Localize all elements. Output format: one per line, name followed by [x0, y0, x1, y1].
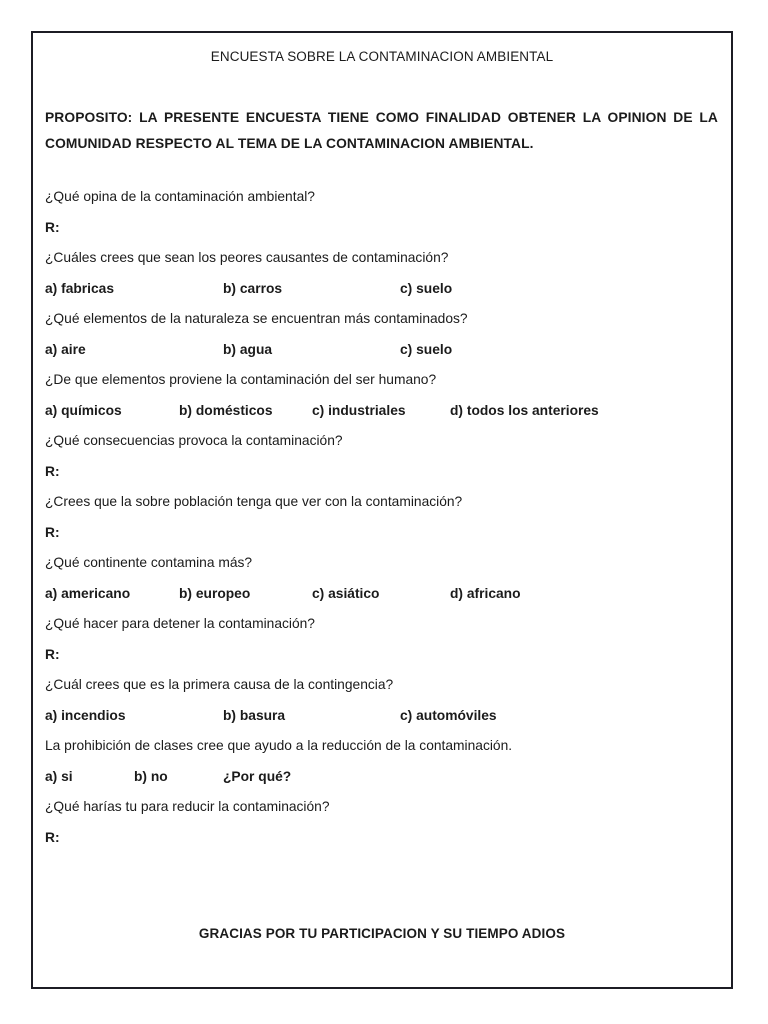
option-label: c) suelo — [400, 280, 453, 296]
options-row — [45, 705, 718, 736]
option-label: b) carros — [223, 280, 283, 296]
option-label: c) industriales — [312, 402, 406, 418]
option-label: b) no — [134, 768, 168, 784]
options-row — [45, 766, 718, 797]
option-label: c) suelo — [400, 341, 453, 357]
answer-label: R: — [45, 463, 60, 479]
answer-label: R: — [45, 829, 60, 845]
option-label: b) basura — [223, 707, 286, 723]
option-label: c) asiático — [312, 585, 380, 601]
survey-body — [45, 186, 718, 857]
answer-label: R: — [45, 219, 60, 235]
option-label: a) aire — [45, 341, 86, 357]
option-label: d) africano — [450, 585, 521, 601]
question-text: ¿Qué elementos de la naturaleza se encuentran más contaminados? — [45, 311, 468, 326]
closing-note: GRACIAS POR TU PARTICIPACION Y SU TIEMPO ADIOS — [198, 926, 566, 941]
survey-title: ENCUESTA SOBRE LA CONTAMINACION AMBIENTAL — [210, 49, 554, 64]
options-row — [45, 278, 718, 309]
option-label: b) agua — [223, 341, 273, 357]
option-label: a) incendios — [45, 707, 126, 723]
option-label: b) europeo — [179, 585, 251, 601]
statement-text: La prohibición de clases cree que ayudo a la reducción de la contaminación. — [45, 738, 513, 753]
question-text: ¿De que elementos proviene la contaminación del ser humano? — [45, 372, 437, 387]
options-row — [45, 583, 718, 614]
option-label: c) automóviles — [400, 707, 497, 723]
document-page — [31, 31, 733, 989]
question-text: ¿Qué hacer para detener la contaminación? — [45, 616, 315, 631]
option-label: a) químicos — [45, 402, 122, 418]
options-row — [45, 400, 718, 431]
option-label: d) todos los anteriores — [450, 402, 599, 418]
question-text: ¿Qué harías tu para reducir la contaminación? — [45, 799, 330, 814]
option-label: a) si — [45, 768, 73, 784]
question-text: ¿Cuáles crees que sean los peores causantes de contaminación? — [45, 250, 449, 265]
purpose-statement: PROPOSITO: LA PRESENTE ENCUESTA TIENE COMO FINALIDAD OBTENER LA OPINION DE LA COMUNIDAD RESPECTO AL TEMA DE LA CONTAMINACION AMBIENTAL. — [45, 110, 718, 151]
question-text: ¿Qué opina de la contaminación ambiental? — [45, 189, 315, 204]
option-label: ¿Por qué? — [223, 768, 292, 784]
option-label: b) domésticos — [179, 402, 273, 418]
question-text: ¿Cuál crees que es la primera causa de la contingencia? — [45, 677, 394, 692]
answer-label: R: — [45, 524, 60, 540]
answer-label: R: — [45, 646, 60, 662]
question-text: ¿Crees que la sobre población tenga que ver con la contaminación? — [45, 494, 463, 509]
option-label: a) fabricas — [45, 280, 115, 296]
question-text: ¿Qué continente contamina más? — [45, 555, 253, 570]
option-label: a) americano — [45, 585, 131, 601]
question-text: ¿Qué consecuencias provoca la contaminación? — [45, 433, 343, 448]
options-row — [45, 339, 718, 370]
